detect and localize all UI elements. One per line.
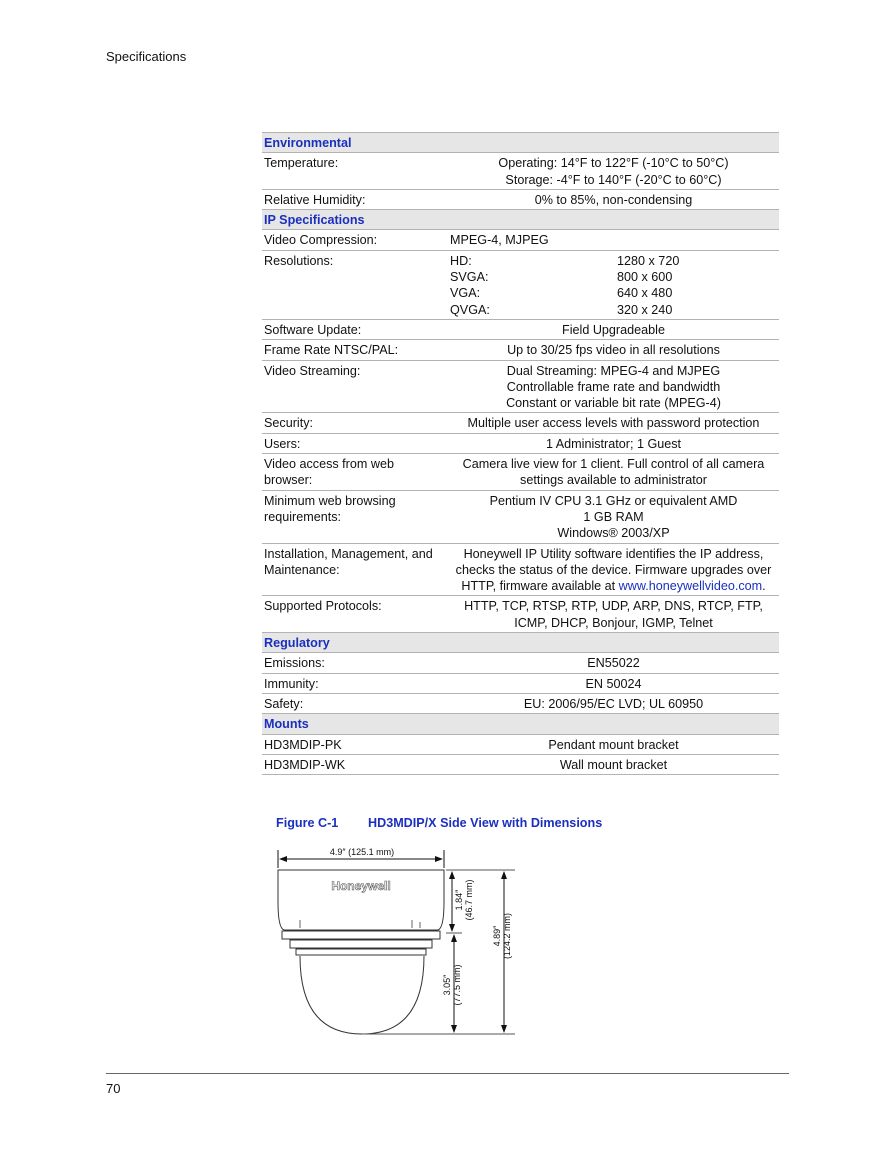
row-value [448,543,779,596]
figure-title: HD3MDIP/X Side View with Dimensions [368,816,603,830]
section-regulatory [262,633,779,653]
row-label: Temperature: [262,153,448,190]
row-label: Software Update: [262,319,448,339]
row-value: 1 Administrator; 1 Guest [448,433,779,453]
table-row [262,413,779,433]
table-row [262,360,779,413]
row-value: Field Upgradeable [448,319,779,339]
arrow-head [451,934,457,942]
honeywell-link[interactable]: www.honeywellvideo.com [618,579,763,594]
footer-divider [106,1073,789,1074]
value-line: Operating: 14°F to 122°F (-10°C to 50°C) [498,156,729,171]
row-value: EN 50024 [448,673,779,693]
value-line: Controllable frame rate and bandwidth [506,379,721,394]
spec-table [262,132,779,775]
row-label: Relative Humidity: [262,189,448,209]
row-label: Immunity: [262,673,448,693]
section-title: Mounts [262,714,779,734]
resolution-name: VGA: [450,286,481,301]
label-line: Installation, Management, and [264,546,433,561]
label-line: Video access from web [264,457,394,472]
total-height-mm: (124.2 mm) [502,912,512,960]
row-label: Security: [262,413,448,433]
table-row [262,319,779,339]
row-value [448,360,779,413]
value-line: settings available to administrator [520,473,707,488]
resolution-line [450,302,777,318]
resolution-name: SVGA: [450,270,489,285]
figure-caption [276,816,602,830]
total-height-inches: 4.89″ [492,925,502,947]
table-row [262,543,779,596]
value-text: HTTP, firmware available at [461,579,619,594]
value-line: ICMP, DHCP, Bonjour, IGMP, Telnet [514,615,713,630]
table-row [262,490,779,543]
table-row [262,454,779,491]
value-line: HTTP, TCP, RTSP, RTP, UDP, ARP, DNS, RTCP, FTP, [464,599,763,614]
section-environmental [262,133,779,153]
section-ip [262,210,779,230]
label-line: Minimum web browsing [264,493,396,508]
row-label: Safety: [262,693,448,713]
value-line [450,578,777,594]
width-label: 4.9″ (125.1 mm) [329,847,395,857]
row-label [262,490,448,543]
top-height-mm: (46.7 mm) [464,879,474,921]
row-value: EU: 2006/95/EC LVD; UL 60950 [448,693,779,713]
label-line: requirements: [264,509,341,524]
page-header: Specifications [106,49,187,64]
row-value: Up to 30/25 fps video in all resolutions [448,340,779,360]
section-title: IP Specifications [262,210,779,230]
row-value [448,454,779,491]
label-line: Maintenance: [264,562,340,577]
camera-trim-ring [282,931,440,939]
row-label: HD3MDIP-WK [262,754,448,774]
arrow-head [435,856,443,862]
table-row [262,250,779,319]
brand-logo: Honeywell [331,879,391,893]
resolution-value: 320 x 240 [617,302,673,317]
row-label: Supported Protocols: [262,596,448,633]
row-value: Multiple user access levels with password protection [448,413,779,433]
value-line: 1 GB RAM [583,509,644,524]
row-label: Frame Rate NTSC/PAL: [262,340,448,360]
resolution-name: HD: [450,253,472,268]
row-value [448,250,779,319]
arrow-head [449,924,455,932]
row-value [448,153,779,190]
arrow-head [501,871,507,879]
camera-dome [300,956,424,1034]
row-label: Emissions: [262,653,448,673]
arrow-head [501,1025,507,1033]
arrow-head [279,856,287,862]
row-label: Video Compression: [262,230,448,250]
top-height-inches: 1.84″ [454,889,464,911]
figure-number: Figure C-1 [276,816,339,830]
value-line: Windows® 2003/XP [557,526,670,541]
table-row [262,596,779,633]
row-label: Resolutions: [262,250,448,319]
camera-trim-ring [296,949,426,955]
row-value: EN55022 [448,653,779,673]
value-line: Constant or variable bit rate (MPEG-4) [506,396,721,411]
row-label: Video Streaming: [262,360,448,413]
resolution-value: 640 x 480 [617,286,673,301]
row-value: Pendant mount bracket [448,734,779,754]
bottom-height-inches: 3.05″ [442,974,452,996]
value-text: . [762,579,766,594]
value-line: Dual Streaming: MPEG-4 and MJPEG [506,363,721,378]
table-row [262,653,779,673]
resolution-line [450,269,777,285]
table-row [262,189,779,209]
page-number: 70 [106,1081,121,1096]
section-title: Environmental [262,133,779,153]
row-value [448,596,779,633]
row-value: Wall mount bracket [448,754,779,774]
resolution-value: 800 x 600 [617,270,673,285]
resolution-name: QVGA: [450,302,490,317]
label-line: browser: [264,473,313,488]
row-label: HD3MDIP-PK [262,734,448,754]
row-value: MPEG-4, MJPEG [448,230,779,250]
value-line: Honeywell IP Utility software identifies the IP address, [463,546,764,561]
table-row [262,230,779,250]
resolution-value: 1280 x 720 [617,253,680,268]
value-line: Pentium IV CPU 3.1 GHz or equivalent AMD [489,493,738,508]
arrow-head [449,871,455,879]
arrow-head [451,1025,457,1033]
table-row [262,673,779,693]
row-label [262,454,448,491]
resolution-line [450,253,777,269]
camera-dimension-diagram [270,842,530,1042]
row-value [448,490,779,543]
row-label: Users: [262,433,448,453]
table-row [262,153,779,190]
row-value: 0% to 85%, non-condensing [448,189,779,209]
table-row [262,734,779,754]
table-row [262,433,779,453]
row-label [262,543,448,596]
value-line: Camera live view for 1 client. Full control of all camera [462,457,765,472]
table-row [262,340,779,360]
section-title: Regulatory [262,633,779,653]
camera-trim-ring [290,940,432,948]
bottom-height-mm: (77.5 mm) [452,964,462,1006]
section-mounts [262,714,779,734]
value-line: Storage: -4°F to 140°F (-20°C to 60°C) [505,172,722,187]
table-row [262,754,779,774]
value-line: checks the status of the device. Firmware upgrades over [455,562,772,577]
table-row [262,693,779,713]
resolution-line [450,285,777,301]
